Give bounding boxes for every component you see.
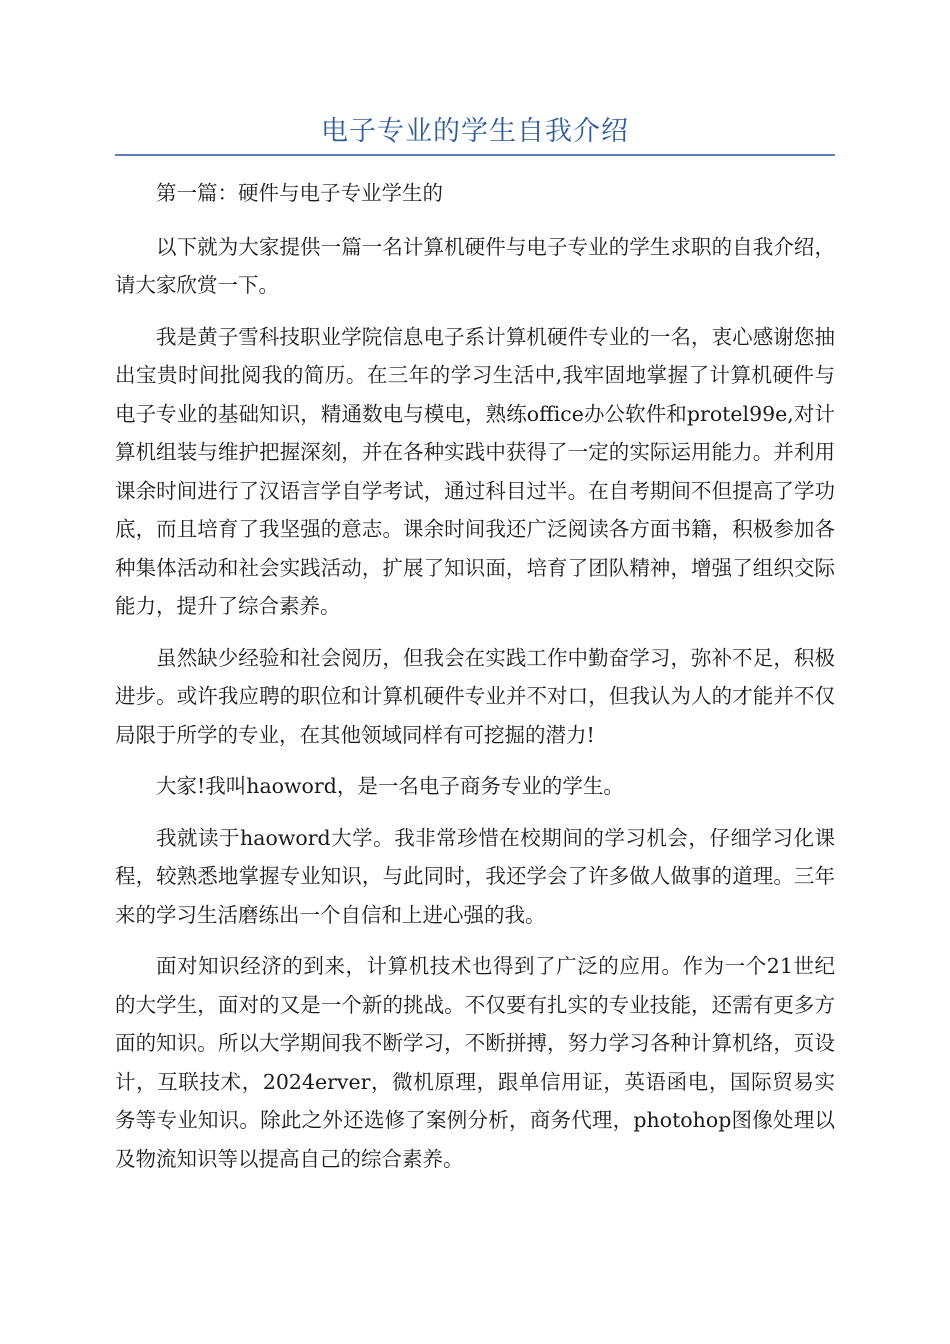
paragraph-experience: 虽然缺少经验和社会阅历，但我会在实践工作中勤奋学习，弥补不足，积极进步。或许我应聘的职位和计算机硬件专业并不对口，但我认为人的才能并不仅局限于所学的专业，在其他领域同样有可挖掘的潜力! — [115, 645, 835, 747]
section-heading: 第一篇：硬件与电子专业学生的 — [156, 181, 443, 205]
paragraph-knowledge: 面对知识经济的到来，计算机技术也得到了广泛的应用。作为一个21世纪的大学生，面对的又是一个新的挑战。不仅要有扎实的专业技能，还需有更多方面的知识。所以大学期间我不断学习，不断拼搏，努力学习各种计算机络，页设计，互联技术，2024erver，微机原理，跟单信用证，英语函电，国际贸易实务等专业知识。除此之外还选修了案例分析，商务代理，photohop图像处理以及物流知识等以提高自己的综合素养。 — [115, 954, 835, 1171]
paragraph-intro: 以下就为大家提供一篇一名计算机硬件与电子专业的学生求职的自我介绍，请大家欣赏一下。 — [115, 234, 835, 297]
document-page — [115, 0, 835, 1191]
document-title: 电子专业的学生自我介绍 — [321, 116, 629, 147]
paragraph-self-intro: 我是黄子雪科技职业学院信息电子系计算机硬件专业的一名，衷心感谢您抽出宝贵时间批阅我的简历。在三年的学习生活中,我牢固地掌握了计算机硬件与电子专业的基础知识，精通数电与模电，熟练office办公软件和protel99e,对计算机组装与维护把握深刻，并在各种实践中获得了一定的实际运用能力。并利用课余时间进行了汉语言学自学考试，通过科目过半。在自考期间不但提高了学功底，而且培育了我坚强的意志。课余时间我还广泛阅读各方面书籍，积极参加各种集体活动和社会实践活动，扩展了知识面，培育了团队精神，增强了组织交际能力，提升了综合素养。 — [115, 324, 835, 618]
paragraph-university: 我就读于haoword大学。我非常珍惜在校期间的学习机会，仔细学习化课程，较熟悉地掌握专业知识，与此同时，我还学会了许多做人做事的道理。三年来的学习生活磨练出一个自信和上进心强的我。 — [115, 825, 835, 927]
document-body — [115, 156, 835, 1178]
paragraph-greeting: 大家!我叫haoword，是一名电子商务专业的学生。 — [156, 774, 624, 798]
